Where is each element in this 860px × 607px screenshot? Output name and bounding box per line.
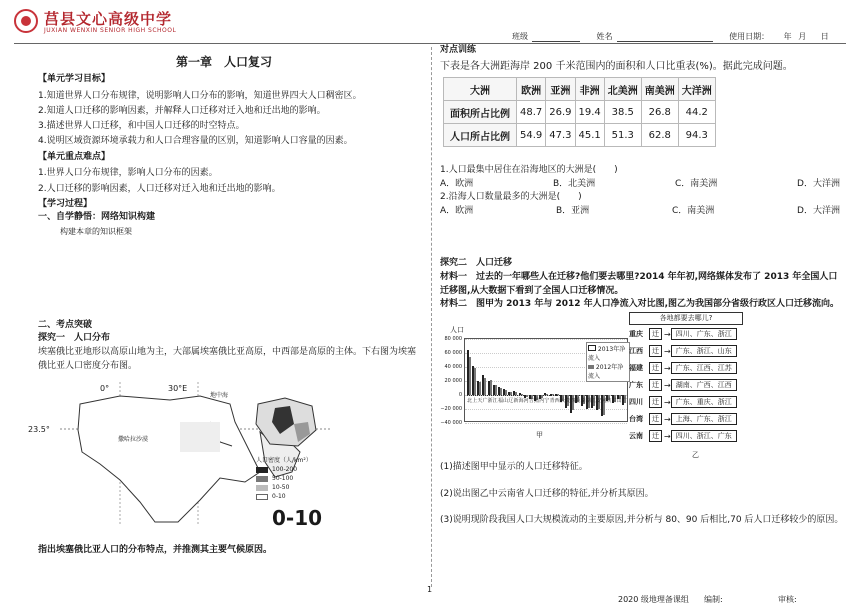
chart-bar xyxy=(474,368,476,395)
migration-flow-chart xyxy=(629,312,743,452)
table-cell: 大洋洲 xyxy=(678,78,715,101)
flow-province: 江西 xyxy=(629,347,643,355)
x-tick-label: 福 xyxy=(497,398,503,404)
table-row xyxy=(444,101,716,124)
question-2: 2.沿海人口数量最多的大洲是( ) xyxy=(440,192,582,202)
flow-row xyxy=(629,362,737,374)
legend-item xyxy=(256,466,312,473)
flow-row xyxy=(629,396,737,408)
flow-title: 各地都要去哪儿? xyxy=(629,312,743,325)
x-tick-label: 陕 xyxy=(606,398,612,404)
lat-label: 23.5° xyxy=(28,425,50,434)
legend-label: 50-100 xyxy=(272,475,294,482)
x-tick-label: 上 xyxy=(472,398,478,404)
x-tick-label: 云 xyxy=(559,398,565,404)
x-tick-label: 浙 xyxy=(487,398,493,404)
legend-label: 0-10 xyxy=(272,493,286,500)
drill-heading: 对点训练 xyxy=(440,45,477,55)
x-tick-label: 山 xyxy=(616,398,622,404)
flow-destinations: 广东、重庆、浙江 xyxy=(671,396,737,408)
table-cell: 亚洲 xyxy=(546,78,575,101)
flow-province: 重庆 xyxy=(629,330,643,338)
table-cell: 44.2 xyxy=(678,101,715,124)
flow-pill: 迁 xyxy=(649,379,662,391)
table-cell: 人口所占比例 xyxy=(444,124,517,147)
goals-heading: 【单元学习目标】 xyxy=(38,74,111,84)
legend-label: 100-200 xyxy=(272,466,298,473)
footer-reviewer: 审核: xyxy=(778,595,797,604)
x-tick-label: 湖 xyxy=(580,398,586,404)
density-legend xyxy=(256,455,312,500)
table-cell: 26.9 xyxy=(546,101,575,124)
month-label: 月 xyxy=(798,32,807,41)
option[interactable]: A．欧洲 xyxy=(440,206,474,216)
chart-yi-label: 乙 xyxy=(692,451,699,459)
ethiopia-map-figure xyxy=(250,394,320,450)
goal-item: 2.知道人口迁移的影响因素，并解释人口迁移对迁入地和迁出地的影响。 xyxy=(38,106,326,116)
breakthrough-heading: 二、考点突破 xyxy=(38,320,93,330)
goal-item: 1.知道世界人口分布规律，说明影响人口分布的影响，知道世界四大人口稠密区。 xyxy=(38,91,362,101)
inquiry1-heading: 探究一 人口分布 xyxy=(38,333,111,343)
student-info-fields xyxy=(512,31,833,42)
x-tick-label: 西 xyxy=(554,398,560,404)
flow-province: 云南 xyxy=(629,432,643,440)
class-field[interactable] xyxy=(532,32,580,42)
x-tick-label: 新 xyxy=(513,398,519,404)
x-tick-label: 重 xyxy=(575,398,581,404)
table-cell: 54.9 xyxy=(517,124,546,147)
sub-question-2: (2)说出图乙中云南省人口迁移的特征,并分析其原因。 xyxy=(440,489,654,499)
x-tick-label: 山 xyxy=(503,398,509,404)
chart-bar xyxy=(521,394,523,395)
gridline xyxy=(465,423,627,424)
option[interactable]: B．北美洲 xyxy=(552,179,596,189)
chart-bar xyxy=(479,382,481,395)
continent-table xyxy=(443,77,716,147)
flow-destinations: 四川、浙江、广东 xyxy=(671,430,737,442)
x-tick-label: 河 xyxy=(523,398,529,404)
table-cell: 45.1 xyxy=(575,124,604,147)
table-cell: 大洲 xyxy=(444,78,517,101)
flow-province: 福建 xyxy=(629,364,643,372)
legend-item xyxy=(256,493,312,500)
ethiopia-density-inset xyxy=(250,394,320,450)
table-cell: 38.5 xyxy=(604,101,641,124)
legend-swatch xyxy=(256,494,268,500)
x-tick-label: 甘 xyxy=(611,398,617,404)
table-cell: 62.8 xyxy=(641,124,678,147)
chart-bar xyxy=(484,378,486,396)
table-header-row xyxy=(444,78,716,101)
chart-bar xyxy=(557,394,559,395)
legend-label: 2012年净流入 xyxy=(588,364,624,380)
option[interactable]: B．亚洲 xyxy=(555,206,590,216)
x-tick-label: 贵 xyxy=(565,398,571,404)
flow-pill: 迁 xyxy=(649,362,662,374)
page-number: 1 xyxy=(427,585,433,594)
legend-label: 10-50 xyxy=(272,484,290,491)
x-tick-label: 宁 xyxy=(544,398,550,404)
x-tick-label: 青 xyxy=(549,398,555,404)
table-cell: 19.4 xyxy=(575,101,604,124)
legend-item xyxy=(588,344,628,362)
chart-bar xyxy=(510,392,512,395)
flow-row xyxy=(629,345,737,357)
chart-jia-label: 甲 xyxy=(536,431,543,439)
self-study-note: 构建本章的知识框架 xyxy=(60,227,132,236)
legend-swatch xyxy=(256,467,268,473)
option[interactable]: D．大洋洲 xyxy=(797,206,840,216)
sea-label: 地中海 xyxy=(210,392,229,399)
goal-item: 4.说明区域资源环境承载力和人口合理容量的区别，知道影响人口容量的因素。 xyxy=(38,136,353,146)
key-item: 1.世界人口分布规律，影响人口分布的因素。 xyxy=(38,168,218,178)
y-tick-label: 80 000 xyxy=(444,336,462,342)
density-big-label: 0-10 xyxy=(272,506,323,530)
lon-30-label: 30°E xyxy=(168,384,188,393)
footer-group: 2020 级地理备课组 xyxy=(618,595,689,604)
q1-options xyxy=(440,177,840,191)
legend-label: 2013年净流入 xyxy=(588,346,626,362)
legend-item xyxy=(256,475,312,482)
x-tick-label: 海 xyxy=(518,398,524,404)
flow-pill: 迁 xyxy=(649,328,662,340)
option[interactable]: C．南美洲 xyxy=(671,206,715,216)
flow-pill: 迁 xyxy=(649,396,662,408)
table-cell: 南美洲 xyxy=(641,78,678,101)
flow-row xyxy=(629,413,737,425)
arrow-right-icon: → xyxy=(664,414,671,424)
x-tick-label: 内 xyxy=(539,398,545,404)
table-cell: 欧洲 xyxy=(517,78,546,101)
date-label: 使用日期： xyxy=(729,32,770,41)
day-label: 日 xyxy=(820,32,829,41)
x-tick-label: 黑 xyxy=(534,398,540,404)
arrow-right-icon: → xyxy=(664,380,671,390)
y-tick-label: −20 000 xyxy=(440,406,462,412)
q2-options xyxy=(440,204,840,218)
desert-label: 撒哈拉沙漠 xyxy=(118,436,149,443)
flow-row xyxy=(629,328,737,340)
chart-legend xyxy=(586,342,630,382)
legend-swatch xyxy=(256,485,268,491)
key-heading: 【单元重点难点】 xyxy=(38,152,111,162)
name-label: 姓名 xyxy=(596,32,613,41)
column-divider xyxy=(431,47,432,587)
flow-province: 四川 xyxy=(629,398,643,406)
option[interactable]: D．大洋洲 xyxy=(797,179,840,189)
x-tick-label: 河 xyxy=(601,398,607,404)
material-1: 材料一 过去的一年哪些人在迁移?他们要去哪里?2014 年年初,网络媒体发布了 2013 年全国人口迁移图,从大数据下看到了全国人口迁移情况。 xyxy=(440,272,838,296)
inquiry1-question: 指出埃塞俄比亚人口的分布特点，并推测其主要气候原因。 xyxy=(38,545,273,555)
flow-province: 台湾 xyxy=(629,415,643,423)
x-tick-label: 四 xyxy=(570,398,576,404)
flow-pill: 迁 xyxy=(649,430,662,442)
arrow-right-icon: → xyxy=(664,397,671,407)
class-label: 班级 xyxy=(512,32,528,41)
page-title: 第一章 人口复习 xyxy=(176,55,273,69)
chart-bar xyxy=(469,357,471,396)
drill-text: 下表是各大洲距海岸 200 千米范围内的面积和人口比重表(%)。据此完成问题。 xyxy=(440,61,793,72)
self-study-heading: 一、自学静悟：网络知识构建 xyxy=(38,212,156,222)
x-tick-label: 天 xyxy=(477,398,483,404)
lon-0-label: 0° xyxy=(100,384,110,393)
table-row xyxy=(444,124,716,147)
chart-bar xyxy=(552,394,554,395)
x-tick-label: 江 xyxy=(590,398,596,404)
header-rule xyxy=(14,43,846,44)
y-tick-label: 20 000 xyxy=(444,378,462,384)
goal-item: 3.描述世界人口迁移，和中国人口迁移的时空特点。 xyxy=(38,121,245,131)
sub-question-1: (1)描述图甲中显示的人口迁移特征。 xyxy=(440,462,588,472)
legend-swatch xyxy=(256,476,268,482)
flow-pill: 迁 xyxy=(649,345,662,357)
arrow-right-icon: → xyxy=(664,363,671,373)
chart-bar xyxy=(546,394,548,395)
chart-bar xyxy=(515,392,517,396)
legend-title: 人口密度（人/km²） xyxy=(256,457,312,464)
arrow-right-icon: → xyxy=(664,329,671,339)
x-tick-label: 湖 xyxy=(585,398,591,404)
flow-destinations: 四川、广东、浙江 xyxy=(671,328,737,340)
key-item: 2.人口迁移的影响因素，人口迁移对迁入地和迁出地的影响。 xyxy=(38,184,281,194)
year-label: 年 xyxy=(783,32,792,41)
x-tick-label: 北 xyxy=(467,398,473,404)
option[interactable]: C．南美洲 xyxy=(674,179,718,189)
name-field[interactable] xyxy=(617,32,713,42)
flow-destinations: 湖南、广西、江西 xyxy=(671,379,737,391)
flow-row xyxy=(629,379,737,391)
flow-destinations: 广东、浙江、山东 xyxy=(671,345,737,357)
table-cell: 51.3 xyxy=(604,124,641,147)
x-tick-label: 广 xyxy=(482,398,488,404)
table-cell: 26.8 xyxy=(641,101,678,124)
x-tick-label: 辽 xyxy=(508,398,514,404)
x-tick-label: 吉 xyxy=(528,398,534,404)
inquiry2-heading: 探究二 人口迁移 xyxy=(440,258,513,268)
material-2: 材料二 图甲为 2013 年与 2012 年人口净流入对比图,图乙为我国部分省级行政区人口迁移流向。 xyxy=(440,299,840,309)
table-cell: 北美洲 xyxy=(604,78,641,101)
gridline xyxy=(465,339,627,340)
table-cell: 94.3 xyxy=(678,124,715,147)
chart-unit: 人口 xyxy=(450,326,464,334)
school-name: 莒县文心高级中学 xyxy=(44,10,173,28)
flow-destinations: 上海、广东、浙江 xyxy=(671,413,737,425)
flow-pill: 迁 xyxy=(649,413,662,425)
inquiry1-text: 埃塞俄比亚地形以高原山地为主，大部属埃塞俄比亚高原，中西部是高原的主体。下右图为埃塞俄比亚人口密度分布图。 xyxy=(38,347,417,371)
process-heading: 【学习过程】 xyxy=(38,199,93,209)
table-cell: 47.3 xyxy=(546,124,575,147)
flow-row xyxy=(629,430,737,442)
migration-bar-chart xyxy=(436,328,630,436)
table-cell: 非洲 xyxy=(575,78,604,101)
chart-bar xyxy=(490,380,492,395)
chart-bar xyxy=(500,388,502,395)
x-tick-label: 江 xyxy=(492,398,498,404)
sub-question-3: (3)说明现阶段我国人口大规模流动的主要原因,并分析与 80、90 后相比,70 后人口迁移较少的原因。 xyxy=(440,515,844,525)
y-tick-label: 60 000 xyxy=(444,350,462,356)
footer-editor: 编制: xyxy=(704,595,723,604)
question-1: 1.人口最集中居住在沿海地区的大洲是( ) xyxy=(440,165,618,175)
y-tick-label: 40 000 xyxy=(444,364,462,370)
chart-bar xyxy=(495,385,497,395)
legend-item xyxy=(588,362,628,380)
flow-province: 广东 xyxy=(629,381,643,389)
chart-bar xyxy=(505,390,507,395)
x-tick-label: 广 xyxy=(621,398,627,404)
y-tick-label: −40 000 xyxy=(440,420,462,426)
arrow-right-icon: → xyxy=(664,431,671,441)
x-tick-label: 安 xyxy=(596,398,602,404)
option[interactable]: A．欧洲 xyxy=(440,179,474,189)
table-cell: 面积所占比例 xyxy=(444,101,517,124)
legend-item xyxy=(256,484,312,491)
table-cell: 48.7 xyxy=(517,101,546,124)
school-name-en: JUXIAN WENXIN SENIOR HIGH SCHOOL xyxy=(44,27,177,34)
flow-destinations: 广东、江西、江苏 xyxy=(671,362,737,374)
school-logo-icon xyxy=(14,9,38,33)
y-tick-label: 0 xyxy=(458,392,462,398)
arrow-right-icon: → xyxy=(664,346,671,356)
